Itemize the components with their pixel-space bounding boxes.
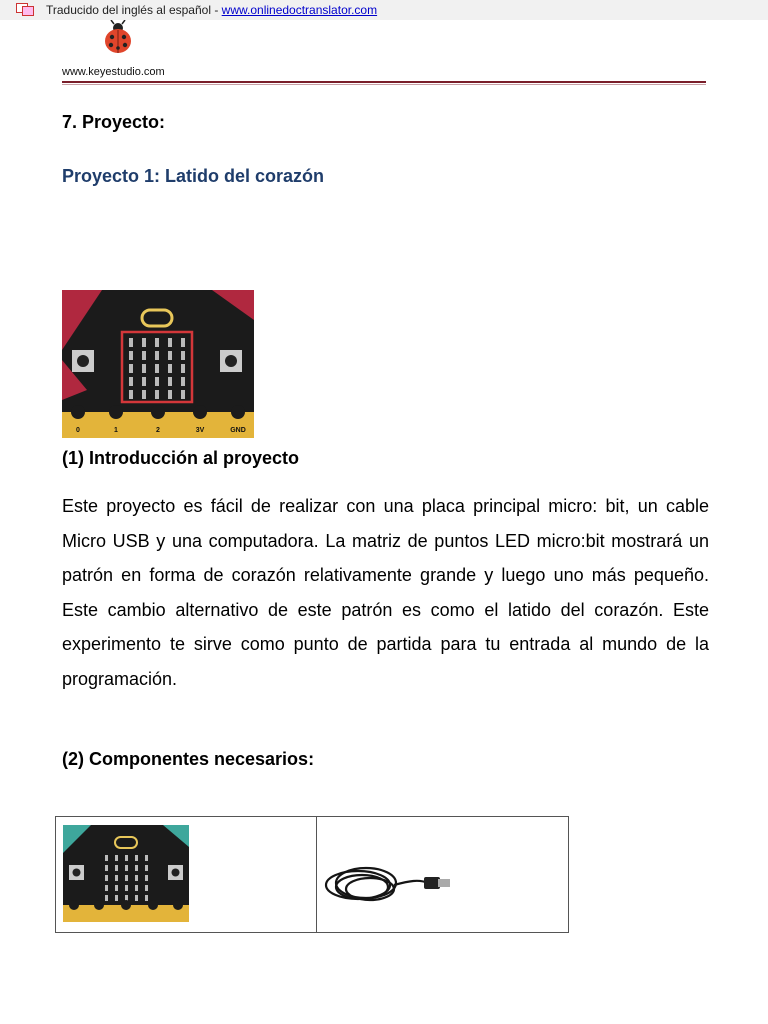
- translation-banner: [0, 0, 768, 20]
- board-pin-label: 2: [156, 427, 160, 434]
- table-divider: [316, 817, 317, 932]
- board-pin-label: GND: [230, 427, 246, 434]
- board-pin-label: 1: [114, 427, 118, 434]
- micro-bit-board-image: [62, 290, 254, 438]
- board-pin-label: 3V: [195, 427, 205, 434]
- micro-bit-board-image: [63, 825, 189, 922]
- components-table: [55, 816, 569, 933]
- header-rule-thin: [62, 84, 706, 85]
- usb-cable-image: [324, 863, 452, 911]
- site-url: www.keyestudio.com: [62, 66, 165, 78]
- banner-text: Traducido del inglés al español -: [46, 3, 222, 17]
- board-pin-label: 0: [76, 427, 80, 434]
- intro-heading: (1) Introducción al proyecto: [62, 448, 300, 468]
- intro-paragraph: Este proyecto es fácil de realizar con una placa principal micro: bit, un cable Micro USB y una computadora. La matriz de puntos LED micro:bit mostrará un patrón en forma de corazón relativamente grande y luego uno más pequeño. Este cambio alternativo de este patrón es como el latido del corazón. Este experimento te sirve como punto de partida para tu entrada al mundo de la programación.: [62, 496, 709, 689]
- translator-link[interactable]: www.onlinedoctranslator.com: [221, 3, 378, 17]
- ladybug-logo-icon: [100, 20, 136, 56]
- project-title: Proyecto 1: Latido del corazón: [62, 166, 325, 186]
- section-title: 7. Proyecto:: [62, 112, 166, 132]
- header-rule: [62, 81, 706, 83]
- components-heading: (2) Componentes necesarios:: [62, 749, 315, 769]
- translate-icon: [16, 3, 34, 16]
